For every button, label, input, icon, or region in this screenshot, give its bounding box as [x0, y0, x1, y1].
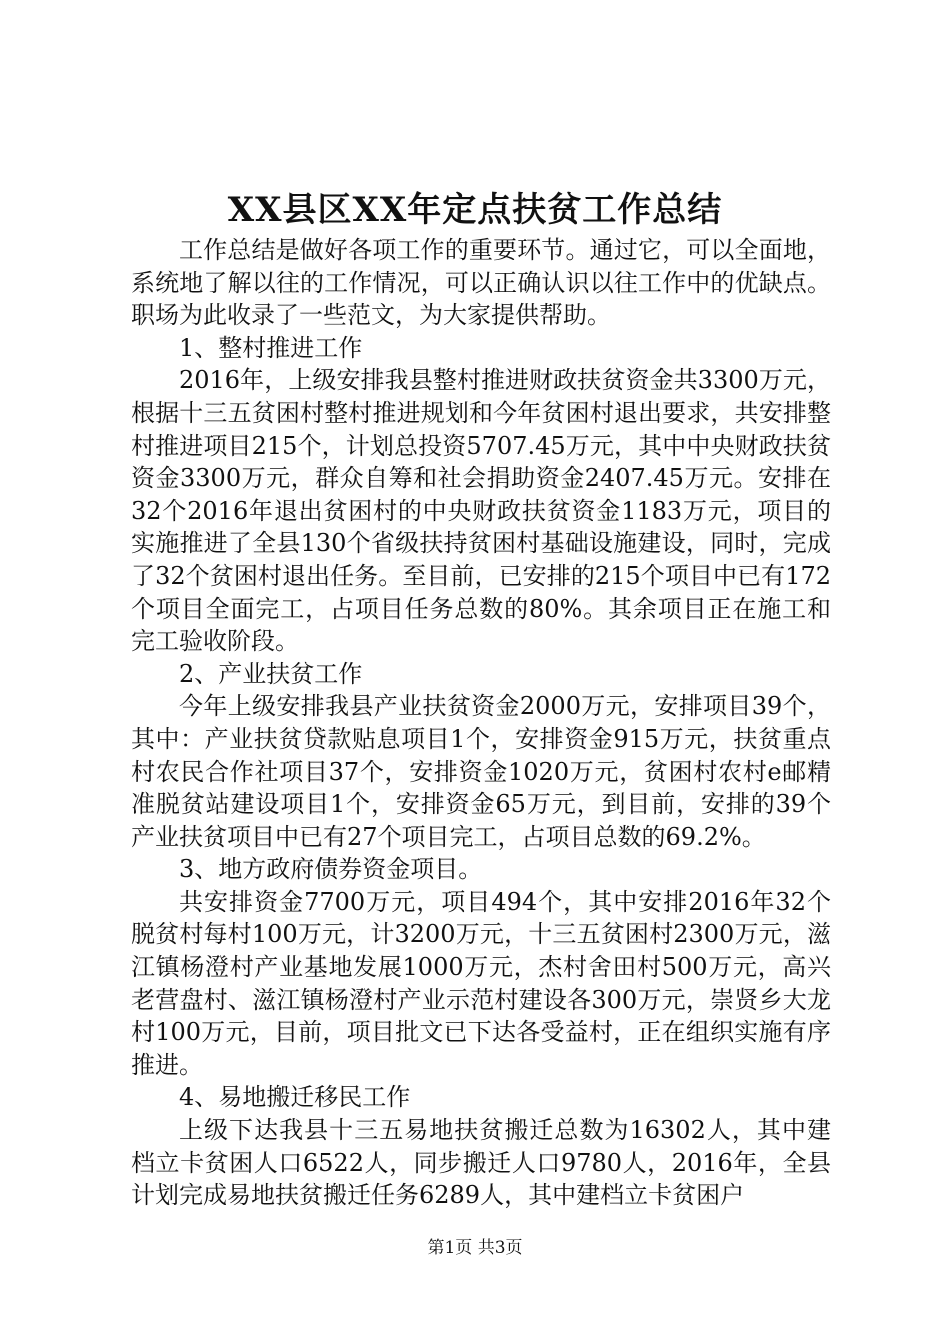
section-heading: 3、地方政府债券资金项目。 — [179, 855, 483, 884]
body-paragraph: 2016年，上级安排我县整村推进财政扶贫资金共3300万元，根据十三五贫困村整村推进规划和今年贫困村退出要求，共安排整村推进项目215个，计划总投资5707.45万元，其中中央财政扶贫资金3300万元，群众自筹和社会捐助资金2407.45万元。安排在32个2016年退出贫困村的中央财政扶贫资金1183万元，项目的实施推进了全县130个省级扶持贫困村基础设施建设，同时，完成了32个贫困村退出任务。至目前，已安排的215个项目中已有172个项目全面完工，占项目任务总数的80%。其余项目正在施工和完工验收阶段。 — [131, 366, 831, 656]
section-heading: 1、整村推进工作 — [179, 333, 363, 362]
section-heading: 4、易地搬迁移民工作 — [179, 1083, 411, 1112]
document-title: XX县区XX年定点扶贫工作总结 — [227, 190, 723, 230]
section-heading: 2、产业扶贫工作 — [179, 659, 363, 688]
body-paragraph: 上级下达我县十三五易地扶贫搬迁总数为16302人，其中建档立卡贫困人口6522人，同步搬迁人口9780人，2016年，全县计划完成易地扶贫搬迁任务6289人，其中建档立卡贫困户 — [131, 1116, 831, 1210]
page-footer: 第1页 共3页 — [427, 1238, 523, 1258]
intro-paragraph: 工作总结是做好各项工作的重要环节。通过它，可以全面地，系统地了解以往的工作情况，可以正确认识以往工作中的优缺点。职场为此收录了一些范文，为大家提供帮助。 — [131, 236, 831, 330]
document-body — [131, 234, 831, 1212]
body-paragraph: 今年上级安排我县产业扶贫资金2000万元，安排项目39个，其中：产业扶贫贷款贴息项目1个，安排资金915万元，扶贫重点村农民合作社项目37个，安排资金1020万元，贫困村农村e邮精准脱贫站建设项目1个，安排资金65万元，到目前，安排的39个产业扶贫项目中已有27个项目完工，占项目总数的69.2%。 — [131, 692, 831, 851]
body-paragraph: 共安排资金7700万元，项目494个，其中安排2016年32个脱贫村每村100万元，计3200万元，十三五贫困村2300万元，滋江镇杨澄村产业基地发展1000万元，杰村舍田村500万元，高兴老营盘村、滋江镇杨澄村产业示范村建设各300万元，崇贤乡大龙村100万元，目前，项目批文已下达各受益村，正在组织实施有序推进。 — [131, 887, 831, 1079]
